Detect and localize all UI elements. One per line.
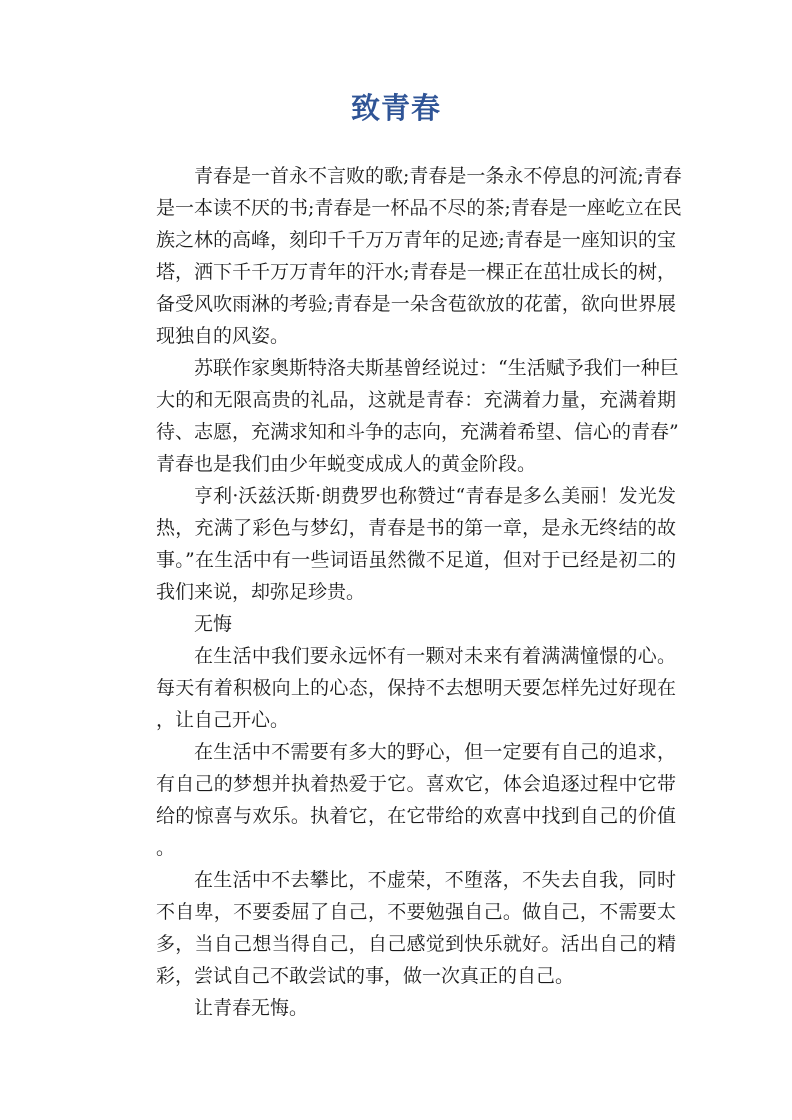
- paragraph-line: ，让自己开心。: [156, 709, 290, 731]
- paragraph-line: 塔，洒下千千万万青年的汗水;青春是一棵正在茁壮成长的树，: [156, 261, 676, 283]
- paragraph-line: 给的惊喜与欢乐。执着它，在它带给的欢喜中找到自己的价值: [156, 805, 676, 827]
- paragraph: [156, 992, 676, 1024]
- paragraph-line: 不自卑，不要委屈了自己，不要勉强自己。做自己，不需要太: [156, 901, 676, 923]
- paragraph-line: 在生活中不去攀比，不虚荣，不堕落，不失去自我，同时: [194, 869, 676, 891]
- paragraph-line: 是一本读不厌的书;青春是一杯品不尽的茶;青春是一座屹立在民: [156, 197, 682, 219]
- paragraph-line: 热，充满了彩色与梦幻，青春是书的第一章，是永无终结的故: [156, 517, 676, 539]
- document-title: 致青春: [350, 91, 441, 125]
- paragraph: [156, 160, 682, 352]
- paragraph-line: 大的和无限高贵的礼品，这就是青春：充满着力量，充满着期: [156, 389, 676, 411]
- paragraph: [156, 864, 676, 992]
- paragraph-line: 待、志愿，充满求知和斗争的志向，充满着希望、信心的青春”: [156, 421, 679, 443]
- paragraph-line: 在生活中我们要永远怀有一颗对未来有着满满憧憬的心。: [194, 645, 676, 667]
- paragraph-line: 我们来说，却弥足珍贵。: [156, 581, 366, 603]
- paragraph: [156, 480, 676, 608]
- paragraph-line: 在生活中不需要有多大的野心，但一定要有自己的追求，: [194, 741, 676, 763]
- paragraph: [156, 352, 679, 480]
- paragraph-line: 无悔: [194, 613, 233, 635]
- paragraph-line: 让青春无悔。: [194, 997, 309, 1019]
- paragraph-line: 每天有着积极向上的心态，保持不去想明天要怎样先过好现在: [156, 677, 676, 699]
- paragraph-line: 备受风吹雨淋的考验;青春是一朵含苞欲放的花蕾，欲向世界展: [156, 293, 676, 315]
- paragraph-line: 事。”在生活中有一些词语虽然微不足道，但对于已经是初二的: [156, 549, 676, 571]
- paragraph-line: 有自己的梦想并执着热爱于它。喜欢它，体会追逐过程中它带: [156, 773, 676, 795]
- paragraph-line: 多，当自己想当得自己，自己感觉到快乐就好。活出自己的精: [156, 933, 676, 955]
- paragraph-line: 亨利·沃兹沃斯·朗费罗也称赞过“青春是多么美丽！发光发: [194, 485, 676, 507]
- paragraph-line: 青春是一首永不言败的歌;青春是一条永不停息的河流;青春: [194, 165, 682, 187]
- paragraph-line: 彩，尝试自己不敢尝试的事，做一次真正的自己。: [156, 965, 575, 987]
- document-body: [156, 160, 682, 1024]
- paragraph: [156, 736, 676, 864]
- paragraph-line: 青春也是我们由少年蜕变成成人的黄金阶段。: [156, 453, 537, 475]
- paragraph-line: 现独自的风姿。: [156, 325, 290, 347]
- paragraph-line: 族之林的高峰，刻印千千万万青年的足迹;青春是一座知识的宝: [156, 229, 676, 251]
- paragraph-line: 苏联作家奥斯特洛夫斯基曾经说过：“生活赋予我们一种巨: [194, 357, 679, 379]
- paragraph: [156, 608, 676, 640]
- paragraph: [156, 640, 676, 736]
- paragraph-line: 。: [156, 837, 176, 859]
